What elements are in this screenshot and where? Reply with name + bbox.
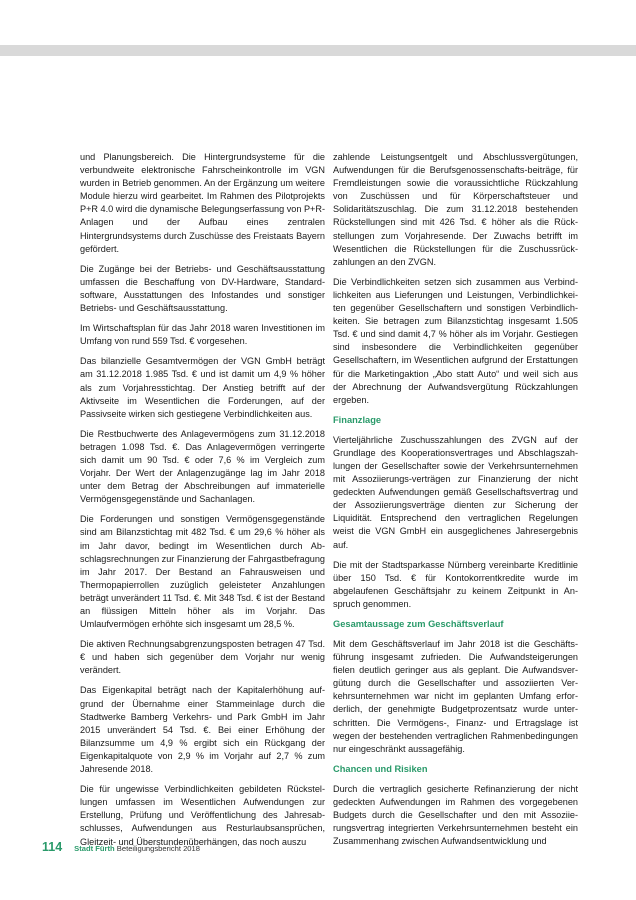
paragraph-kreditlinie: Die mit der Stadtsparkasse Nürnberg vereinbarte Kreditlinie über 150 Tsd. € für Kontokorrentkredite wurde im abgelaufenen Geschäftsjahr zu keinem Zeitpunkt in Anspruch genommen. bbox=[333, 559, 578, 609]
page-number: 114 bbox=[42, 840, 63, 854]
left-text-column bbox=[80, 151, 325, 856]
paragraph-zuschusszahlungen: Vierteljährliche Zuschusszahlungen des ZVGN auf der Grundlage des Kooperationsvertrages und Abschlagszahlungen der Gesellschafter sowie der Verkehrsunternehmen mit Assoziierungs-verträgen zur Finanzierung der nicht gedeckten Aufwendungen gemäß Gesellschaftsvertrag und der Assoziierungsverträge dienten zur Sicherung der Liquidität. Entsprechend den vertraglichen Regelungen weist die VGN GmbH ein ausgeglichenes Jahresergebnis auf. bbox=[333, 434, 578, 550]
footer-brand: Stadt Fürth bbox=[74, 844, 115, 853]
paragraph-rueckstellungen-cont: zahlende Leistungsentgelt und Abschlussvergütungen, Aufwendungen für die Berufsgenossenschafts-beiträge, für Fremdleistungen sowie die voraussichtliche Rückzahlung von Zuschüssen und für Körperschaftsteuer und Solidaritätszuschlag. Die zum 31.12.2018 bestehenden Rückstellungen sind mit 426 Tsd. € höher als die Rückstellungen zum Vorjahresende. Der Zuwachs betrifft im Wesentlichen die Rückstellungen für die Zuschussrückzahlungen an den ZVGN. bbox=[333, 152, 578, 267]
page-footer bbox=[42, 840, 200, 854]
paragraph-geschaeftsverlauf: Mit dem Geschäftsverlauf im Jahr 2018 ist die Geschäftsführung insgesamt zufrieden. Die Aufwandsteigerungen fielen deutlich geringer aus als geplant. Die Aufwandsvergütung durch die Gesellschafter und assoziierten Verkehrsunternehmen war nicht im geplanten Umfang erforderlich, der genehmigte Budgetprozentsatz wurde unterschritten. Die Vermögens-, Finanz- und Ertragslage ist wegen der bestehenden vertraglichen Rahmenbedingungen nur eingeschränkt aussagefähig. bbox=[333, 639, 578, 754]
heading-finanzlage: Finanzlage bbox=[333, 414, 382, 425]
paragraph-forderungen: Die Forderungen und sonstigen Vermögensgegenstände sind am Bilanzstichtag mit 482 Tsd. € um 29,6 % höher als im Jahr davor, bedingt im Wesentlichen durch Abschlagsrechnungen zur Finanzierung der Fahrgastbefragung im Jahr 2017. Der Bestand an Fahrausweisen und Thermopapierrollen zuzüglich geleisteter Anzahlungen beträgt unverändert 11 Tsd. €. Mit 348 Tsd. € ist der Bestand an flüssigen Mitteln höher als im Vorjahr. Das Umlaufvermögen erhöhte sich insgesamt um 28,5 %. bbox=[80, 514, 326, 630]
paragraph-wirtschaftsplan: Im Wirtschaftsplan für das Jahr 2018 waren Investitionen im Umfang von rund 559 Tsd. € vorgesehen. bbox=[80, 323, 325, 347]
paragraph-gesamtvermoegen: Das bilanzielle Gesamtvermögen der VGN GmbH beträgt am 31.12.2018 1.985 Tsd. € und ist damit um 4,9 % höher als zum Vorjahresstichtag. Der Anstieg betrifft auf der Aktivseite im Wesentlichen die Forderungen, auf der Passivseite wirken sich gestiegene Verbindlichkeiten aus. bbox=[80, 356, 325, 419]
heading-gesamtaussage: Gesamtaussage zum Geschäftsverlauf bbox=[333, 619, 504, 629]
paragraph-planungsbereich: und Planungsbereich. Die Hintergrundsysteme für die verbundweite elektronische Fahrscheinkontrolle im VGN wurden in Betrieb genommen. An der Ergänzung um weitere Module hierzu wird gearbeitet. Im Rahmen des Pilotprojekts P+R 4.0 wird die dynamische Belegungserfassung von P+R-Anlagen und der Aufbau eines zentralen Hintergrundsystems durch Zuschüsse des Freistaats Bayern gefördert. bbox=[80, 152, 325, 254]
paragraph-restbuchwerte: Die Restbuchwerte des Anlagevermögens zum 31.12.2018 betragen 1.098 Tsd. €. Das Anlagevermögen verringerte sich damit um 90 Tsd. € oder 7,6 % im Vergleich zum Vorjahr. Der Wert der Anlagenzugänge lag im Jahr 2018 unter dem Betrag der Abschreibungen auf immaterielle Vermögensgegenstände und Sachanlagen. bbox=[80, 428, 325, 505]
footer-report-title: Beteiligungsbericht 2018 bbox=[116, 844, 200, 853]
paragraph-verbindlichkeiten: Die Verbindlichkeiten setzen sich zusammen aus Verbindlichkeiten aus Lieferungen und Leistungen, Verbindlichkeiten gegenüber Gesellschaftern und sonstigen Verbindlichkeiten. Sie betragen zum Bilanzstichtag insgesamt 1.505 Tsd. € und sind damit 4,7 % höher als im Vorjahr. Gestiegen sind insbesondere die Verbindlichkeiten gegenüber Gesellschaftern, im Wesentlichen aufgrund der Erstattungen für die Marketingaktion „Abo statt Auto“ und weil sich aus der Abrechnung der Aufwandsvergütung Rückzahlungen ergeben. bbox=[333, 276, 578, 405]
right-text-column bbox=[333, 151, 578, 855]
heading-chancen-risiken: Chancen und Risiken bbox=[333, 763, 428, 774]
paragraph-eigenkapital: Das Eigenkapital beträgt nach der Kapitalerhöhung aufgrund der Übernahme einer Stammeinlage durch die Stadtwerke Bamberg Verkehrs- und Park GmbH im Jahr 2015 unverändert 54 Tsd. €. Bei einer Erhöhung der Bilanzsumme um 4,9 % ergibt sich ein Rückgang der Eigenkapitalquote von 2,9 % im Vorjahr auf 2,7 % zum Jahresende 2018. bbox=[80, 685, 325, 775]
page-top-band bbox=[0, 45, 636, 56]
paragraph-refinanzierung: Durch die vertraglich gesicherte Refinanzierung der nicht gedeckten Aufwendungen im Rahmen des vorgegebenen Budgets durch die Gesellschafter und den mit Assoziierungsvertrag integrierten Verkehrsunternehmen besteht ein Zusammenhang zwischen Aufwandsentwicklung und bbox=[333, 783, 578, 847]
paragraph-rechnungsabgrenzung: Die aktiven Rechnungsabgrenzungsposten betragen 47 Tsd. € und haben sich gegenüber dem Vorjahr nur wenig verändert. bbox=[80, 639, 325, 676]
paragraph-rueckstellungen: Die für ungewisse Verbindlichkeiten gebildeten Rückstellungen umfassen im Wesentlichen Aufwendungen zur Erstellung, Prüfung und Veröffentlichung des Jahresabschlusses, Aufwendungen aus Resturlaubsansprüchen, Gleitzeit- und Überstundenüberhängen, das noch auszu bbox=[80, 784, 325, 847]
paragraph-zugaenge: Die Zugänge bei der Betriebs- und Geschäftsausstattung umfassen die Beschaffung von DV-Hardware, Standardsoftware, Ausstattungen des Infostandes und sonstiger Betriebs- und Geschäftsausstattung. bbox=[80, 263, 325, 314]
footer-title bbox=[74, 844, 200, 853]
